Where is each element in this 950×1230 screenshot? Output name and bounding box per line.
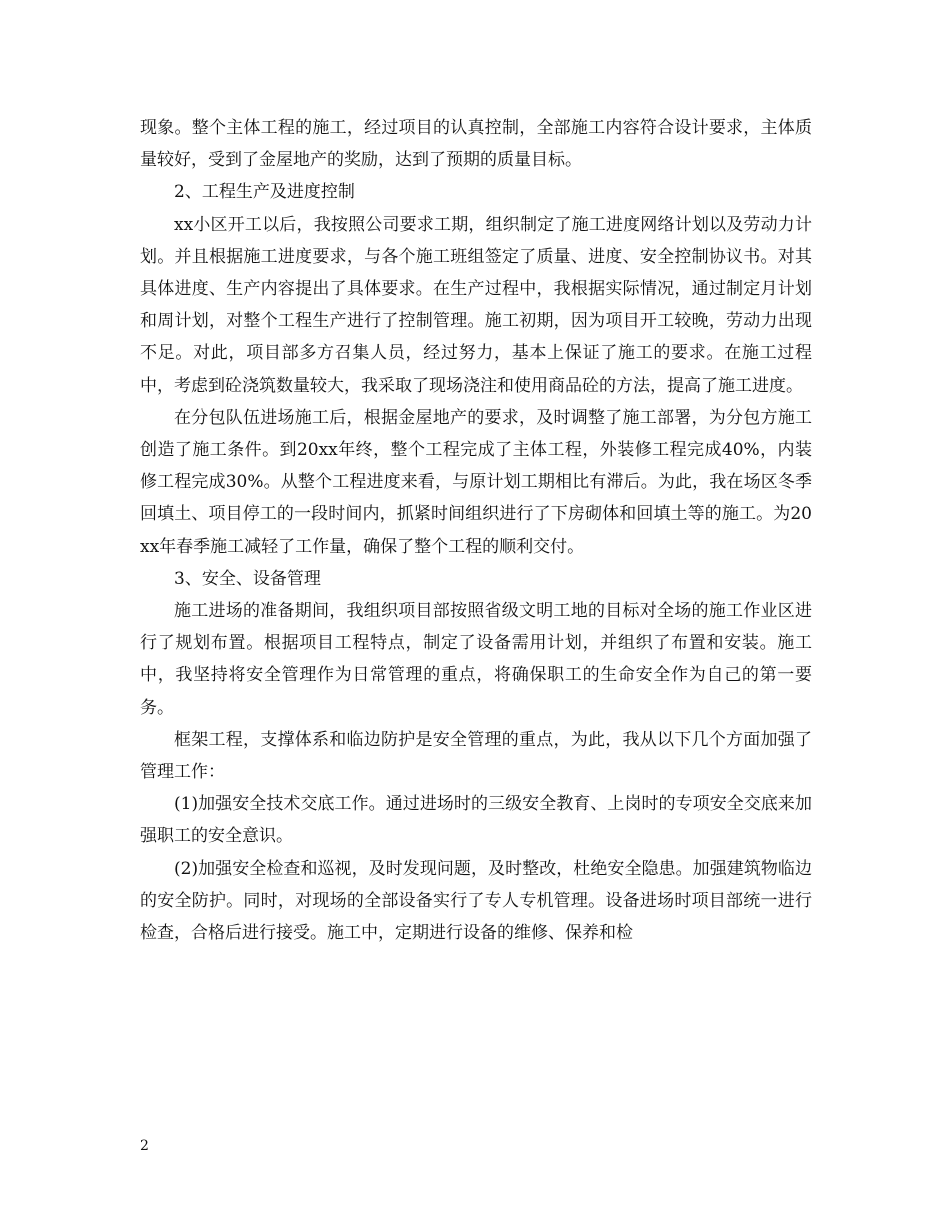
page-number: 2: [140, 1138, 149, 1154]
paragraph-subcontractor-progress: 在分包队伍进场施工后，根据金屋地产的要求，及时调整了施工部署，为分包方施工创造了施工条件。到20xx年终，整个工程完成了主体工程，外装修工程完成40%，内装修工程完成30%。从整个工程进度来看，与原计划工期相比有滞后。为此，我在场区冬季回填土、项目停工的一段时间内，抓紧时间组织进行了下房砌体和回填土等的施工。为20xx年春季施工减轻了工作量，确保了整个工程的顺利交付。: [140, 407, 812, 557]
section-heading-safety-equipment: 3、安全、设备管理: [174, 568, 321, 589]
paragraph-continuation: 现象。整个主体工程的施工，经过项目的认真控制，全部施工内容符合设计要求，主体质量较好，受到了金屋地产的奖励，达到了预期的质量目标。: [140, 118, 812, 171]
paragraph-safety-focus: 框架工程，支撑体系和临边防护是安全管理的重点，为此，我从以下几个方面加强了管理工作：: [140, 729, 812, 783]
list-item-safety-inspection: (2)加强安全检查和巡视，及时发现问题，及时整改，杜绝安全隐患。加强建筑物临边的安全防护。同时，对现场的全部设备实行了专人专机管理。设备进场时项目部统一进行检查，合格后进行接受。施工中，定期进行设备的维修、保养和检: [140, 858, 812, 944]
list-item-safety-briefing: (1)加强安全技术交底工作。通过进场时的三级安全教育、上岗时的专项安全交底来加强职工的安全意识。: [140, 794, 812, 847]
section-heading-progress-control: 2、工程生产及进度控制: [174, 182, 355, 203]
paragraph-site-preparation: 施工进场的准备期间，我组织项目部按照省级文明工地的目标对全场的施工作业区进行了规划布置。根据项目工程特点，制定了设备需用计划，并组织了布置和安装。施工中，我坚持将安全管理作为日常管理的重点，将确保职工的生命安全作为自己的第一要务。: [140, 601, 812, 718]
paragraph-progress-planning: xx小区开工以后，我按照公司要求工期，组织制定了施工进度网络计划以及劳动力计划。并且根据施工进度要求，与各个施工班组签定了质量、进度、安全控制协议书。对其具体进度、生产内容提出了具体要求。在生产过程中，我根据实际情况，通过制定月计划和周计划，对整个工程生产进行了控制管理。施工初期，因为项目开工较晚，劳动力出现不足。对此，项目部多方召集人员，经过努力，基本上保证了施工的要求。在施工过程中，考虑到砼浇筑数量较大，我采取了现场浇注和使用商品砼的方法，提高了施工进度。: [140, 214, 812, 396]
document-body: [140, 112, 812, 949]
